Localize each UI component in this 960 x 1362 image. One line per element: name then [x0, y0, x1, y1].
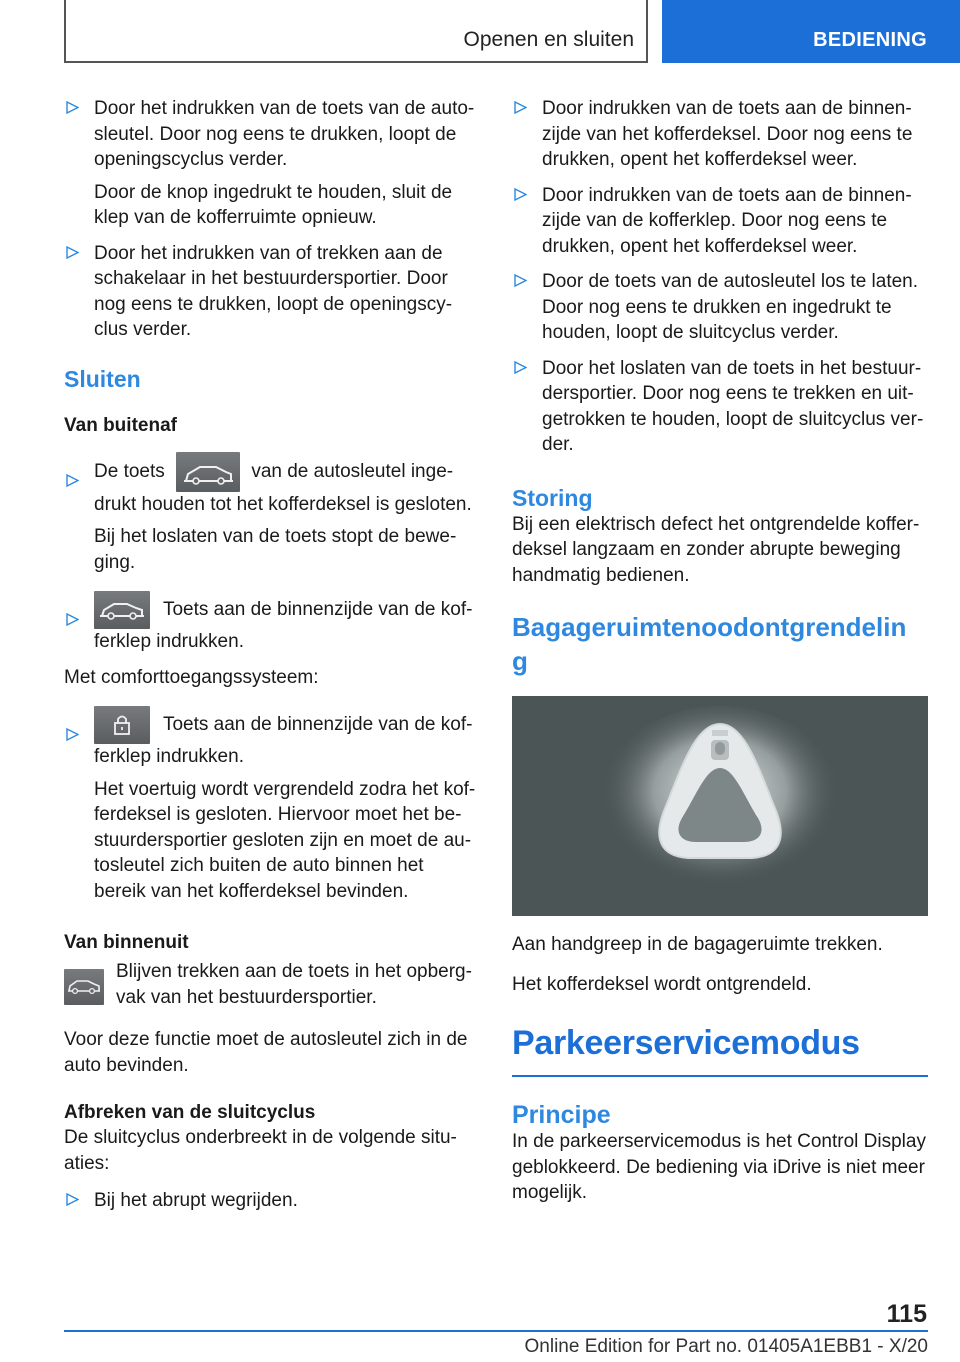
heading-part: Bagageruimtenoodontgrendelin	[512, 612, 907, 642]
bullet-text: Bij het abrupt wegrijden.	[94, 1190, 298, 1211]
left-column	[64, 96, 478, 1224]
caption: Aan handgreep in de bagageruimte trekken.	[512, 934, 883, 955]
caption: Het kofferdeksel wordt ontgrendeld.	[512, 973, 812, 995]
triangle-bullet-icon	[514, 101, 527, 114]
comfort-access-label: Met comforttoegangssysteem:	[64, 666, 319, 688]
section-title: Openen en sluiten	[463, 28, 634, 51]
edition-footer: Online Edition for Part no. 01405A1EBB1 - X/20	[524, 1336, 928, 1357]
bullet-text: Het voertuig wordt vergrendeld zodra het kof-ferdeksel is gesloten. Hiervoor moet het be-stuurdersportier gesloten zijn en moet de au-tosleutel zich buiten de auto binnen het bereik van het kofferdeksel bevinden.	[94, 778, 476, 902]
list-item	[64, 591, 478, 655]
chapter-title: BEDIENING	[813, 29, 927, 51]
bullet-text-pre: De toets	[94, 460, 165, 482]
bullet-text	[94, 706, 478, 770]
triangle-bullet-icon	[514, 188, 527, 201]
bullet-text: Door het indrukken van of trekken aan de schakelaar in het bestuurdersportier. Door nog eens te drukken, loopt de openingscy-clus verder.	[94, 242, 453, 340]
triangle-bullet-icon	[66, 1193, 79, 1206]
heading-sluiten: Sluiten	[64, 365, 141, 392]
heading-part: g	[512, 646, 528, 676]
header-left-box	[64, 0, 648, 63]
list-item	[64, 706, 478, 904]
lock-icon	[94, 706, 150, 744]
list-item	[64, 241, 478, 343]
bullet-text: Door de toets van de autosleutel los te laten. Door nog eens te drukken en ingedrukt te houden, loopt de sluitcyclus verder.	[542, 271, 919, 343]
bullet-text	[94, 591, 478, 655]
footer-divider	[64, 1330, 928, 1332]
heading-principe: Principe	[512, 1101, 611, 1129]
list-item	[64, 452, 478, 576]
heading-parkeerservicemodus: Parkeerservicemodus	[512, 1021, 928, 1077]
bullet-text: Door de knop ingedrukt te houden, sluit de klep van de kofferruimte opnieuw.	[94, 181, 453, 228]
bullet-text-post: Toets aan de binnenzijde van de kof-ferklep indrukken.	[94, 714, 473, 767]
paragraph: In de parkeerservicemodus is het Control Display geblokkeerd. De bediening via iDrive is niet meer mogelijk.	[512, 1131, 926, 1203]
paragraph: Voor deze functie moet de autosleutel zich in de auto bevinden.	[64, 1029, 468, 1076]
car-tailgate-icon	[64, 969, 104, 1005]
heading-van-binnenuit: Van binnenuit	[64, 932, 189, 953]
car-tailgate-icon	[94, 591, 150, 629]
triangle-bullet-icon	[66, 474, 79, 487]
list-item	[64, 96, 478, 231]
heading-bagageruimte	[512, 610, 928, 678]
list-item	[64, 1188, 478, 1214]
heading-van-buitenaf: Van buitenaf	[64, 414, 177, 436]
bullet-text: Bij het loslaten van de toets stopt de bewe-ging.	[94, 526, 457, 573]
paragraph: De sluitcyclus onderbreekt in de volgende situ-aties:	[64, 1127, 457, 1174]
binnenuit-block	[64, 959, 478, 1011]
triangle-bullet-icon	[66, 728, 79, 741]
car-tailgate-icon	[176, 452, 240, 492]
list-item	[512, 96, 928, 173]
header-chapter-tab	[662, 0, 960, 63]
triangle-bullet-icon	[66, 613, 79, 626]
bullet-text: Door indrukken van de toets aan de binnen-zijde van de kofferklep. Door nog eens te drukken, opent het kofferdeksel weer.	[542, 184, 912, 257]
paragraph: Bij een elektrisch defect het ontgrendelde koffer-deksel langzaam en zonder abrupte beweging handmatig bedienen.	[512, 513, 920, 586]
bullet-text	[94, 452, 478, 518]
bullet-text-post: Toets aan de binnenzijde van de kof-ferklep indrukken.	[94, 599, 473, 652]
right-column	[512, 96, 928, 1206]
triangle-bullet-icon	[66, 101, 79, 114]
triangle-bullet-icon	[514, 274, 527, 287]
page-number: 115	[886, 1300, 927, 1328]
emergency-release-handle-photo	[512, 696, 928, 916]
triangle-bullet-icon	[66, 246, 79, 259]
bullet-text: Door het loslaten van de toets in het bestuur-dersportier. Door nog eens te trekken en uit-getrokken te houden, loopt de sluitcyclus ver-der.	[542, 357, 924, 455]
heading-afbreken: Afbreken van de sluitcyclus	[64, 1102, 316, 1123]
bullet-text: Door het indrukken van de toets van de auto-sleutel. Door nog eens te drukken, loopt de openingscyclus verder.	[94, 98, 475, 170]
list-item	[512, 183, 928, 260]
list-item	[512, 269, 928, 346]
binnenuit-text: Blijven trekken aan de toets in het opberg-vak van het bestuurdersportier.	[116, 961, 472, 1008]
heading-storing: Storing	[512, 484, 593, 511]
triangle-bullet-icon	[514, 361, 527, 374]
bullet-text: Door indrukken van de toets aan de binnen-zijde van het kofferdeksel. Door nog eens te drukken, opent het kofferdeksel weer.	[542, 98, 913, 170]
list-item	[512, 356, 928, 458]
bullet-text-post: van de autosleutel inge-drukt houden tot het kofferdeksel is gesloten.	[94, 460, 472, 515]
